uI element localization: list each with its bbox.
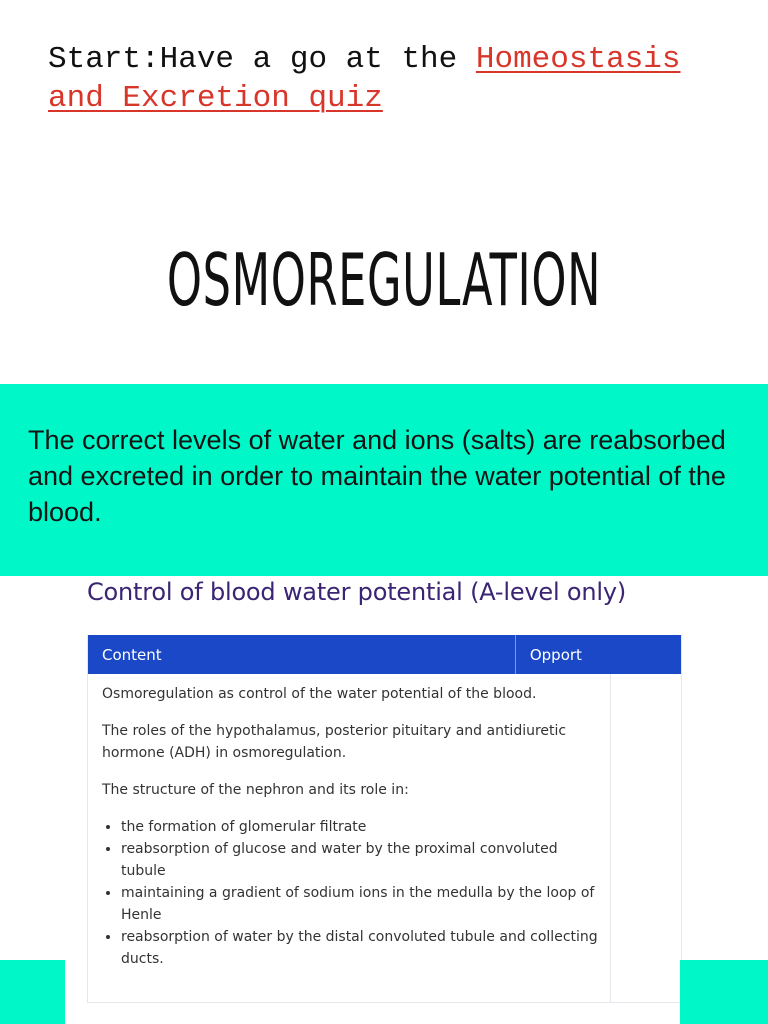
page-title: OSMOREGULATION bbox=[166, 238, 602, 322]
column-header-content: Content bbox=[88, 635, 516, 674]
spec-bullet-list bbox=[102, 816, 600, 970]
spec-bullet: • maintaining a gradient of sodium ions in the medulla by the loop of Henle bbox=[121, 882, 600, 926]
spec-table-header bbox=[88, 635, 681, 674]
definition-text: The correct levels of water and ions (salts) are reabsorbed and excreted in order to maintain the water potential of the blood. bbox=[28, 425, 726, 527]
spec-paragraph: The roles of the hypothalamus, posterior pituitary and antidiuretic hormone (ADH) in osmoregulation. bbox=[102, 723, 567, 761]
spec-table bbox=[87, 635, 682, 1003]
spec-content-cell bbox=[88, 674, 611, 1002]
column-header-opportunities: Opport bbox=[529, 646, 582, 664]
spec-bullet: • the formation of glomerular filtrate bbox=[121, 816, 600, 838]
quiz-link[interactable]: Homeostasis and Excretion quiz bbox=[48, 42, 681, 116]
spec-title: Control of blood water potential (A-level only) bbox=[87, 578, 627, 606]
start-instruction bbox=[48, 40, 728, 118]
decor-corner-right bbox=[680, 960, 768, 1024]
spec-bullet: • reabsorption of water by the distal convoluted tubule and collecting ducts. bbox=[121, 926, 600, 970]
decor-corner-left bbox=[0, 960, 65, 1024]
spec-bullet: • reabsorption of glucose and water by the proximal convoluted tubule bbox=[121, 838, 600, 882]
spec-paragraph: The structure of the nephron and its role in: bbox=[102, 782, 409, 798]
spec-paragraph: Osmoregulation as control of the water potential of the blood. bbox=[102, 686, 537, 702]
start-prefix: Start:Have a go at the bbox=[48, 42, 476, 77]
